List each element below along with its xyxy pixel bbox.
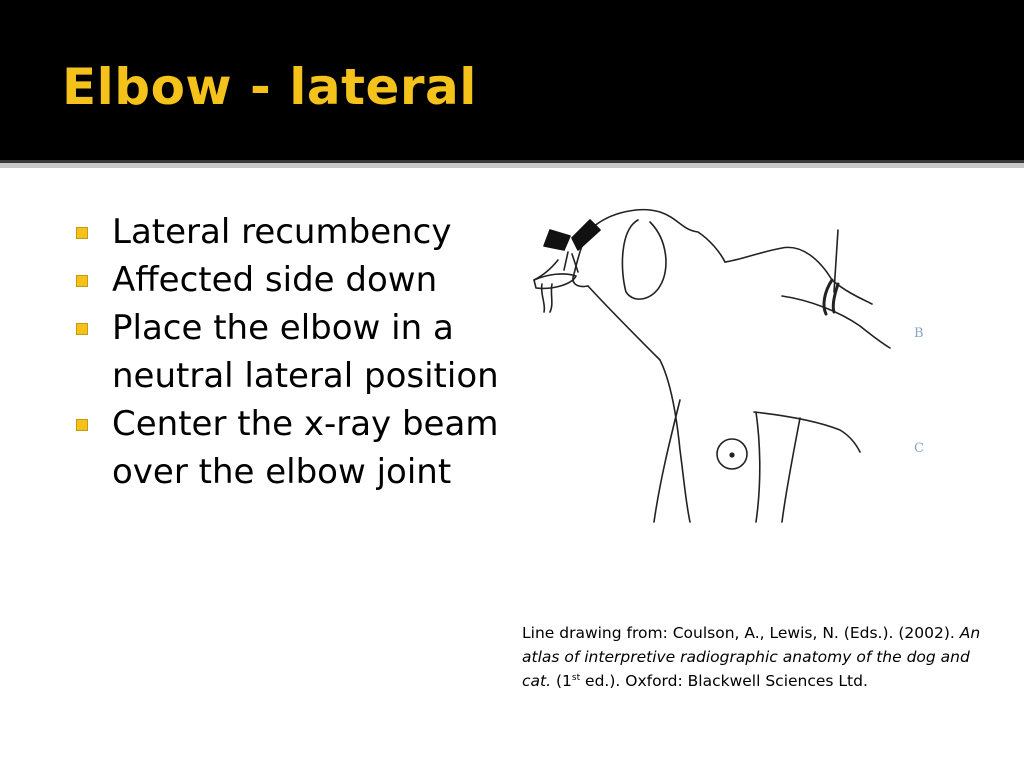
dog-back-line xyxy=(782,296,890,348)
dog-throat-line xyxy=(588,286,690,522)
square-bullet-icon xyxy=(76,275,88,287)
square-bullet-icon xyxy=(76,323,88,335)
dog-lateral-line-drawing-icon xyxy=(520,200,940,530)
caption-book-title: An atlas of interpretive radiographic anatomy of the dog and cat. xyxy=(522,624,981,690)
caption-publisher: ed.). Oxford: Blackwell Sciences Ltd. xyxy=(580,672,868,690)
marker-label-b: B xyxy=(914,326,924,341)
dog-ear-outline xyxy=(622,220,666,299)
bullet-text: Lateral recumbency xyxy=(112,212,452,252)
slide-title: Elbow - lateral xyxy=(62,58,477,116)
figure-caption xyxy=(522,621,992,693)
title-divider-shadow xyxy=(0,163,1024,168)
square-bullet-icon xyxy=(76,227,88,239)
bullet-item xyxy=(76,256,516,304)
bullet-item xyxy=(76,400,516,496)
bullet-text: Center the x-ray beam xyxy=(112,404,499,444)
dog-forelimb-line xyxy=(654,400,680,522)
muzzle-tie-bow-icon xyxy=(544,230,570,250)
dog-head-outline xyxy=(592,210,725,262)
title-bar xyxy=(0,0,1024,160)
marker-label-c: C xyxy=(914,441,924,456)
dog-limb-line-3 xyxy=(782,418,800,522)
dog-chest-line xyxy=(754,412,860,452)
dog-limb-line-2 xyxy=(756,412,760,522)
dog-neck-topline xyxy=(725,247,872,304)
bullet-item xyxy=(76,304,516,400)
bullet-text: Place the elbow in a xyxy=(112,308,454,348)
bullet-item xyxy=(76,208,516,256)
bullet-text: Affected side down xyxy=(112,260,438,300)
square-bullet-icon xyxy=(76,419,88,431)
caption-edition-suffix: st xyxy=(571,672,581,683)
caption-edition-open: (1 xyxy=(555,672,572,690)
caption-citation: Line drawing from: Coulson, A., Lewis, N. (Eds.). (2002). xyxy=(522,624,955,642)
bullet-text-continued: over the elbow joint xyxy=(112,452,452,492)
bullet-list xyxy=(76,208,516,496)
elbow-center-dot xyxy=(730,453,734,457)
bullet-text-continued: neutral lateral position xyxy=(112,356,499,396)
